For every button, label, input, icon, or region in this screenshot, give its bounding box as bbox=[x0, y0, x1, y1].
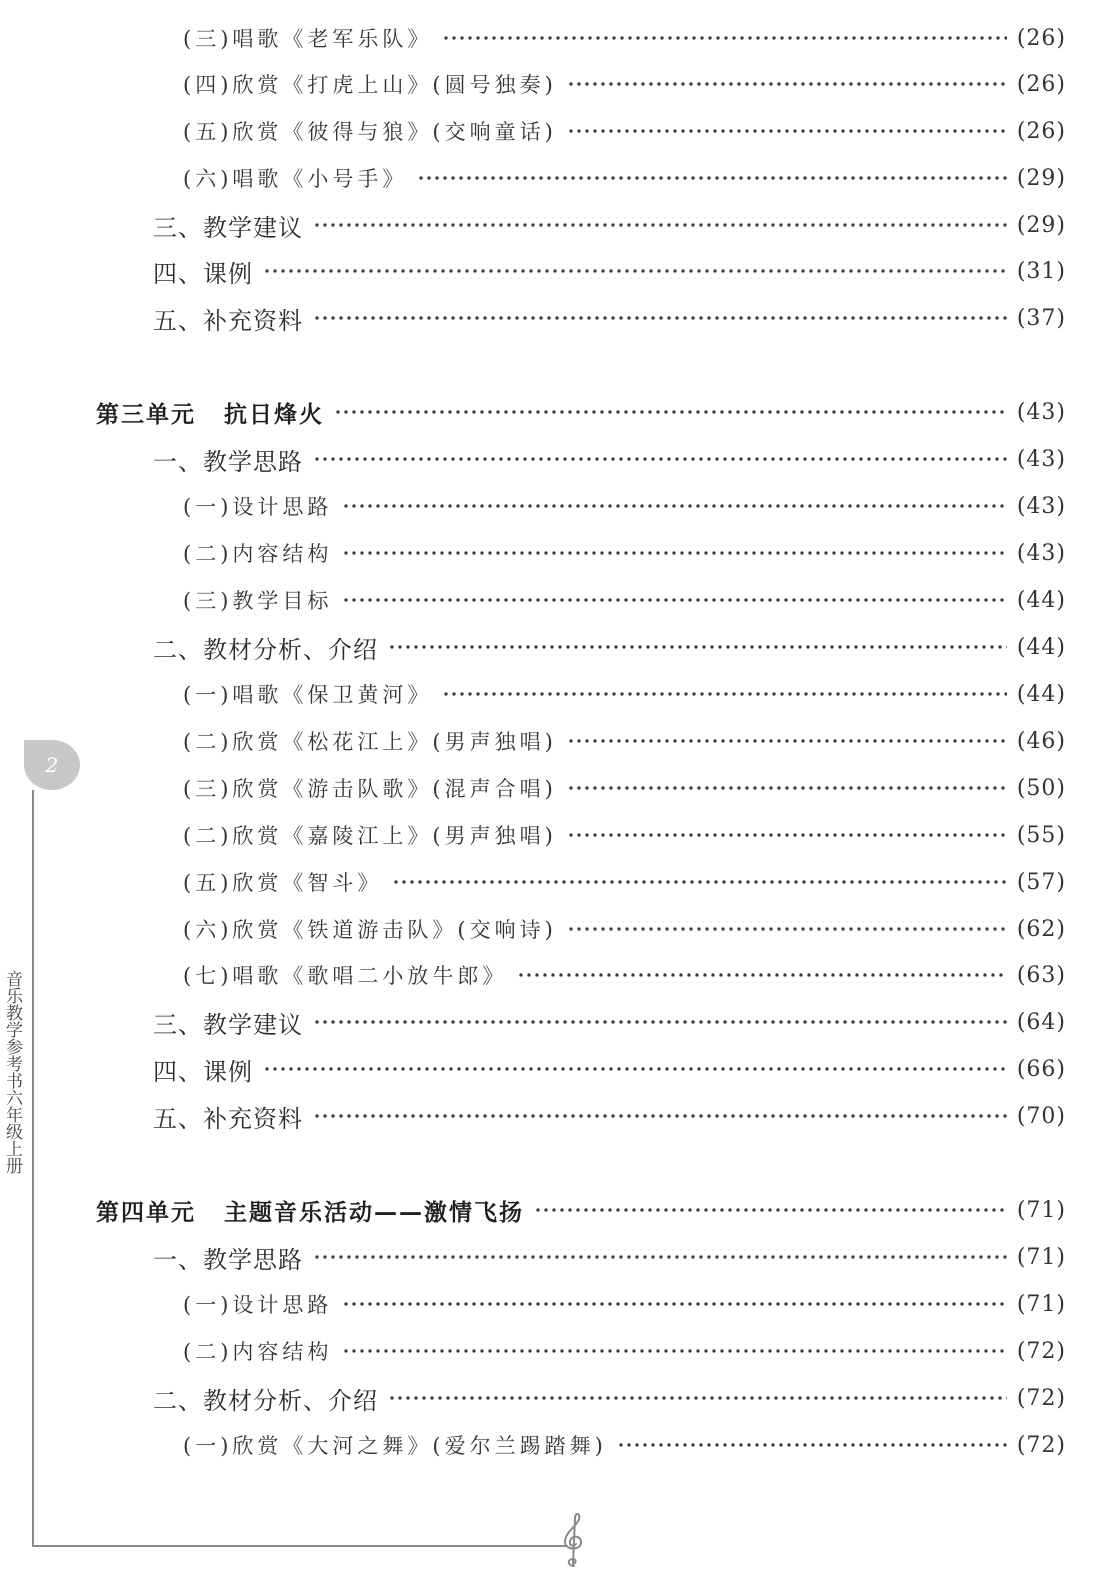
toc-page-number: (62) bbox=[1016, 916, 1066, 942]
toc-entry-label: (一)设计思路 bbox=[183, 495, 333, 519]
dot-leader bbox=[442, 691, 1006, 697]
side-book-title: 音乐教学参考书六年级上册 bbox=[2, 970, 22, 1174]
dot-leader bbox=[567, 738, 1007, 744]
toc-entry-label: 四、课例 bbox=[153, 259, 253, 288]
toc-entry-label: 四、课例 bbox=[153, 1057, 253, 1086]
dot-leader bbox=[567, 926, 1007, 932]
toc-entry bbox=[153, 205, 1066, 245]
toc-entry-label: 一、教学思路 bbox=[153, 447, 303, 476]
toc-entry-label: (一)欣赏《大河之舞》(爱尔兰踢踏舞) bbox=[183, 1434, 607, 1458]
dot-leader bbox=[442, 35, 1006, 41]
page-number: 2 bbox=[45, 753, 59, 777]
toc-entry-label: (二)欣赏《松花江上》(男声独唱) bbox=[183, 730, 557, 754]
dot-leader bbox=[334, 409, 1007, 415]
toc-entry-label: 三、教学建议 bbox=[153, 213, 303, 242]
toc-entry bbox=[183, 721, 1066, 761]
toc-entry bbox=[153, 1049, 1066, 1089]
toc-page-number: (44) bbox=[1016, 681, 1066, 707]
dot-leader bbox=[534, 1207, 1007, 1213]
toc-entry bbox=[183, 955, 1066, 995]
dot-leader bbox=[517, 972, 1006, 978]
dot-leader bbox=[417, 175, 1006, 181]
toc-entry-label: 二、教材分析、介绍 bbox=[153, 1386, 378, 1415]
toc-entry bbox=[153, 439, 1066, 479]
toc-entry-label: (五)欣赏《智斗》 bbox=[183, 871, 383, 895]
toc-page-number: (29) bbox=[1016, 212, 1066, 238]
toc-entry-label: (三)教学目标 bbox=[183, 589, 333, 613]
dot-leader bbox=[342, 550, 1006, 556]
dot-leader bbox=[313, 1019, 1007, 1025]
toc-page-number: (64) bbox=[1016, 1009, 1066, 1035]
toc-entry-label: (五)欣赏《彼得与狼》(交响童话) bbox=[183, 120, 557, 144]
toc-entry bbox=[183, 580, 1066, 620]
toc-entry-label: (二)欣赏《嘉陵江上》(男声独唱) bbox=[183, 824, 557, 848]
toc-entry-label: (六)欣赏《铁道游击队》(交响诗) bbox=[183, 918, 557, 942]
dot-leader bbox=[313, 1254, 1007, 1260]
toc-entry-label: (一)唱歌《保卫黄河》 bbox=[183, 683, 433, 707]
dot-leader bbox=[392, 879, 1006, 885]
toc-unit-name: 主题音乐活动——激情飞扬 bbox=[224, 1199, 524, 1226]
toc-page-number: (31) bbox=[1016, 258, 1066, 284]
toc-entry bbox=[183, 768, 1066, 808]
toc-page-number: (70) bbox=[1016, 1103, 1066, 1129]
toc-entry bbox=[183, 64, 1066, 104]
toc-page-number: (43) bbox=[1016, 399, 1066, 425]
page-number-badge bbox=[24, 740, 80, 790]
dot-leader bbox=[313, 456, 1007, 462]
page-border-line-bottom bbox=[32, 1545, 566, 1547]
toc-page-number: (44) bbox=[1016, 634, 1066, 660]
toc-page-number: (46) bbox=[1016, 728, 1066, 754]
dot-leader bbox=[617, 1442, 1007, 1448]
toc-entry bbox=[183, 909, 1066, 949]
toc-entry bbox=[183, 18, 1066, 58]
toc-entry bbox=[183, 158, 1066, 198]
toc-page-number: (72) bbox=[1016, 1385, 1066, 1411]
toc-entry bbox=[96, 1190, 1066, 1230]
toc-entry-label: (四)欣赏《打虎上山》(圆号独奏) bbox=[183, 73, 557, 97]
toc-entry-label: 五、补充资料 bbox=[153, 1104, 303, 1133]
toc-entry-label: (七)唱歌《歌唱二小放牛郎》 bbox=[183, 964, 508, 988]
dot-leader bbox=[567, 81, 1007, 87]
toc-entry bbox=[183, 533, 1066, 573]
dot-leader bbox=[342, 1348, 1006, 1354]
toc-page-number: (72) bbox=[1016, 1432, 1066, 1458]
toc-entry bbox=[183, 1425, 1066, 1465]
toc-page-number: (55) bbox=[1016, 822, 1066, 848]
dot-leader bbox=[567, 785, 1007, 791]
toc-page-number: (57) bbox=[1016, 869, 1066, 895]
toc-page-number: (63) bbox=[1016, 962, 1066, 988]
dot-leader bbox=[263, 268, 1007, 274]
toc-page-number: (26) bbox=[1016, 71, 1066, 97]
dot-leader bbox=[342, 597, 1006, 603]
toc-entry bbox=[183, 674, 1066, 714]
toc-unit-name: 抗日烽火 bbox=[224, 401, 324, 428]
toc-page-number: (43) bbox=[1016, 446, 1066, 472]
toc-entry-label: (三)唱歌《老军乐队》 bbox=[183, 27, 433, 51]
toc-entry bbox=[153, 298, 1066, 338]
page-border-line bbox=[32, 790, 34, 1547]
toc-entry bbox=[96, 392, 1066, 432]
toc-entry bbox=[153, 1096, 1066, 1136]
dot-leader bbox=[567, 832, 1007, 838]
toc-entry-label: 五、补充资料 bbox=[153, 306, 303, 335]
toc-entry bbox=[153, 1237, 1066, 1277]
toc-unit-title bbox=[96, 396, 324, 429]
dot-leader bbox=[342, 1301, 1006, 1307]
toc-entry bbox=[183, 815, 1066, 855]
toc-entry bbox=[183, 862, 1066, 902]
toc-page-number: (37) bbox=[1016, 305, 1066, 331]
toc-unit-title bbox=[96, 1194, 524, 1227]
dot-leader bbox=[313, 1113, 1007, 1119]
toc-page-number: (71) bbox=[1016, 1291, 1066, 1317]
toc-unit-number: 第三单元 bbox=[96, 401, 196, 428]
toc-entry-label: 二、教材分析、介绍 bbox=[153, 635, 378, 664]
toc-entry-label: (二)内容结构 bbox=[183, 542, 333, 566]
toc-entry bbox=[153, 251, 1066, 291]
toc-entry bbox=[183, 111, 1066, 151]
toc-entry-label: (六)唱歌《小号手》 bbox=[183, 167, 408, 191]
toc-page-number: (29) bbox=[1016, 165, 1066, 191]
toc-page-number: (44) bbox=[1016, 587, 1066, 613]
treble-clef-icon bbox=[558, 1510, 588, 1570]
dot-leader bbox=[567, 128, 1007, 134]
toc-page-number: (71) bbox=[1016, 1197, 1066, 1223]
dot-leader bbox=[388, 1395, 1007, 1401]
toc-entry-label: (二)内容结构 bbox=[183, 1340, 333, 1364]
dot-leader bbox=[388, 644, 1007, 650]
toc-page-number: (26) bbox=[1016, 118, 1066, 144]
dot-leader bbox=[263, 1066, 1007, 1072]
toc-unit-number: 第四单元 bbox=[96, 1199, 196, 1226]
toc-entry-label: (三)欣赏《游击队歌》(混声合唱) bbox=[183, 777, 557, 801]
toc-entry bbox=[153, 1378, 1066, 1418]
toc-entry bbox=[153, 627, 1066, 667]
toc-page-number: (43) bbox=[1016, 540, 1066, 566]
dot-leader bbox=[342, 503, 1006, 509]
dot-leader bbox=[313, 315, 1007, 321]
toc-page-number: (43) bbox=[1016, 493, 1066, 519]
toc-page-number: (50) bbox=[1016, 775, 1066, 801]
toc-entry-label: 三、教学建议 bbox=[153, 1010, 303, 1039]
toc-entry-label: (一)设计思路 bbox=[183, 1293, 333, 1317]
toc-page-number: (26) bbox=[1016, 25, 1066, 51]
toc-entry bbox=[183, 486, 1066, 526]
toc-entry-label: 一、教学思路 bbox=[153, 1245, 303, 1274]
dot-leader bbox=[313, 222, 1007, 228]
toc-entry bbox=[183, 1331, 1066, 1371]
toc-page-number: (71) bbox=[1016, 1244, 1066, 1270]
toc-entry bbox=[153, 1002, 1066, 1042]
toc-entry bbox=[183, 1284, 1066, 1324]
toc-page-number: (66) bbox=[1016, 1056, 1066, 1082]
toc-page-number: (72) bbox=[1016, 1338, 1066, 1364]
